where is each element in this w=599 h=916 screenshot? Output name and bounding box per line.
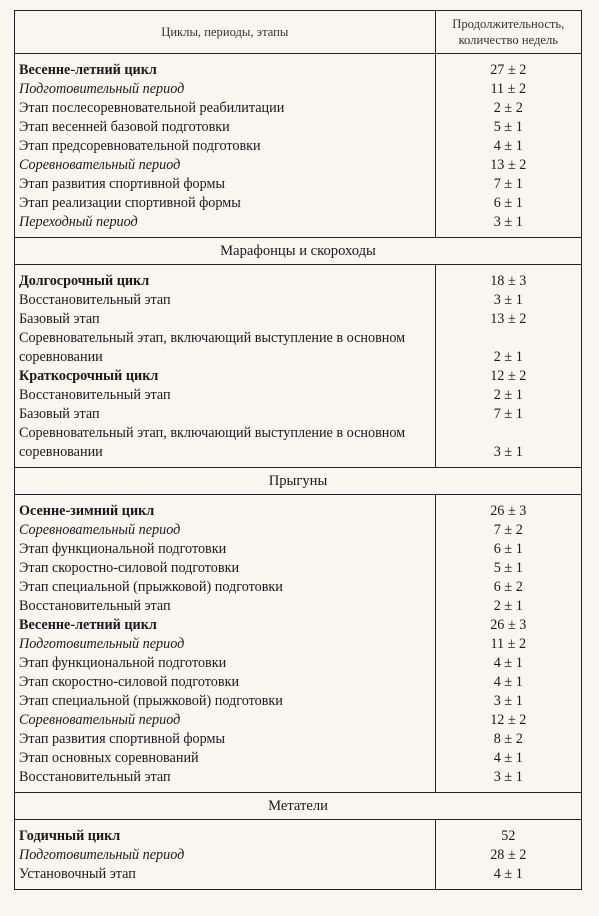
- table-row: [15, 54, 582, 81]
- table-row: [15, 673, 582, 692]
- table-row: [15, 730, 582, 749]
- table-row: [15, 559, 582, 578]
- row-name: Этап скоростно-силовой подготовки: [15, 559, 436, 578]
- table-row: [15, 291, 582, 310]
- table-row: [15, 367, 582, 386]
- row-duration: 12 ± 2: [435, 367, 581, 386]
- row-name: Подготовительный период: [15, 846, 436, 865]
- row-name: Соревновательный период: [15, 711, 436, 730]
- row-duration: 11 ± 2: [435, 635, 581, 654]
- row-duration: 3 ± 1: [435, 768, 581, 793]
- table-row: [15, 749, 582, 768]
- table-row: [15, 386, 582, 405]
- row-duration: 2 ± 1: [435, 386, 581, 405]
- table-row: [15, 175, 582, 194]
- row-name: Весенне-летний цикл: [15, 616, 436, 635]
- row-name: Этап специальной (прыжковой) подготовки: [15, 692, 436, 711]
- row-duration: 52: [435, 820, 581, 847]
- row-name: Восстановительный этап: [15, 597, 436, 616]
- row-duration: 27 ± 2: [435, 54, 581, 81]
- table-row: [15, 99, 582, 118]
- row-name: Базовый этап: [15, 310, 436, 329]
- row-duration: 7 ± 1: [435, 175, 581, 194]
- table-row: [15, 405, 582, 424]
- row-name: Восстановительный этап: [15, 768, 436, 793]
- row-duration: 6 ± 2: [435, 578, 581, 597]
- table-row: [15, 521, 582, 540]
- section-row: [15, 238, 582, 265]
- row-name: Восстановительный этап: [15, 291, 436, 310]
- row-duration: 26 ± 3: [435, 495, 581, 522]
- document-page: [14, 10, 582, 890]
- row-duration: 3 ± 1: [435, 213, 581, 238]
- section-row: [15, 468, 582, 495]
- row-name: Этап специальной (прыжковой) подготовки: [15, 578, 436, 597]
- row-name: Соревновательный период: [15, 156, 436, 175]
- row-duration: 4 ± 1: [435, 654, 581, 673]
- table-row: [15, 692, 582, 711]
- row-name: Этап функциональной подготовки: [15, 540, 436, 559]
- section-title: Метатели: [15, 793, 582, 820]
- row-name: Установочный этап: [15, 865, 436, 890]
- table-row: [15, 118, 582, 137]
- table-row: [15, 768, 582, 793]
- row-name: Осенне-зимний цикл: [15, 495, 436, 522]
- row-duration: 4 ± 1: [435, 137, 581, 156]
- row-name: Этап предсоревновательной подготовки: [15, 137, 436, 156]
- table-row: [15, 156, 582, 175]
- table-row: [15, 865, 582, 890]
- row-duration: 13 ± 2: [435, 310, 581, 329]
- section-title: Марафонцы и скороходы: [15, 238, 582, 265]
- row-duration: 6 ± 1: [435, 194, 581, 213]
- row-duration: 28 ± 2: [435, 846, 581, 865]
- table-row: [15, 80, 582, 99]
- row-duration: 3 ± 1: [435, 424, 581, 468]
- row-name: Этап развития спортивной формы: [15, 730, 436, 749]
- row-duration: 2 ± 2: [435, 99, 581, 118]
- row-name: Краткосрочный цикл: [15, 367, 436, 386]
- table-row: [15, 310, 582, 329]
- row-duration: 11 ± 2: [435, 80, 581, 99]
- table-row: [15, 137, 582, 156]
- row-name: Этап развития спортивной формы: [15, 175, 436, 194]
- row-duration: 8 ± 2: [435, 730, 581, 749]
- section-title: Прыгуны: [15, 468, 582, 495]
- table-row: [15, 329, 582, 367]
- row-duration: 18 ± 3: [435, 265, 581, 292]
- table-row: [15, 616, 582, 635]
- row-name: Переходный период: [15, 213, 436, 238]
- row-name: Этап основных соревнований: [15, 749, 436, 768]
- table-row: [15, 635, 582, 654]
- table-row: [15, 654, 582, 673]
- row-duration: 5 ± 1: [435, 118, 581, 137]
- table-row: [15, 597, 582, 616]
- row-name: Подготовительный период: [15, 635, 436, 654]
- row-name: Восстановительный этап: [15, 386, 436, 405]
- row-name: Этап послесоревновательной реабилитации: [15, 99, 436, 118]
- table-row: [15, 846, 582, 865]
- row-duration: 2 ± 1: [435, 597, 581, 616]
- table-row: [15, 194, 582, 213]
- row-duration: 13 ± 2: [435, 156, 581, 175]
- row-name: Соревновательный этап, включающий выступление в основном соревновании: [15, 329, 436, 367]
- table-row: [15, 820, 582, 847]
- table-header-row: [15, 11, 582, 54]
- table-row: [15, 424, 582, 468]
- table-row: [15, 213, 582, 238]
- training-cycles-table: [14, 10, 582, 890]
- row-duration: 26 ± 3: [435, 616, 581, 635]
- row-duration: 3 ± 1: [435, 692, 581, 711]
- table-row: [15, 578, 582, 597]
- table-row: [15, 495, 582, 522]
- row-name: Базовый этап: [15, 405, 436, 424]
- row-duration: 4 ± 1: [435, 673, 581, 692]
- row-name: Подготовительный период: [15, 80, 436, 99]
- row-duration: 4 ± 1: [435, 865, 581, 890]
- row-name: Этап функциональной подготовки: [15, 654, 436, 673]
- row-duration: 2 ± 1: [435, 329, 581, 367]
- row-duration: 7 ± 1: [435, 405, 581, 424]
- table-row: [15, 265, 582, 292]
- section-row: [15, 793, 582, 820]
- row-duration: 6 ± 1: [435, 540, 581, 559]
- row-name: Весенне-летний цикл: [15, 54, 436, 81]
- header-cycles: Циклы, периоды, этапы: [15, 11, 436, 54]
- row-duration: 12 ± 2: [435, 711, 581, 730]
- row-name: Этап весенней базовой подготовки: [15, 118, 436, 137]
- row-name: Этап скоростно-силовой подготовки: [15, 673, 436, 692]
- row-name: Годичный цикл: [15, 820, 436, 847]
- row-name: Этап реализации спортивной формы: [15, 194, 436, 213]
- row-duration: 5 ± 1: [435, 559, 581, 578]
- row-duration: 7 ± 2: [435, 521, 581, 540]
- table-row: [15, 540, 582, 559]
- table-row: [15, 711, 582, 730]
- row-name: Соревновательный период: [15, 521, 436, 540]
- row-duration: 3 ± 1: [435, 291, 581, 310]
- table-body: [15, 54, 582, 890]
- row-duration: 4 ± 1: [435, 749, 581, 768]
- row-name: Долгосрочный цикл: [15, 265, 436, 292]
- row-name: Соревновательный этап, включающий выступление в основном соревновании: [15, 424, 436, 468]
- header-duration: Продолжительность, количество недель: [435, 11, 581, 54]
